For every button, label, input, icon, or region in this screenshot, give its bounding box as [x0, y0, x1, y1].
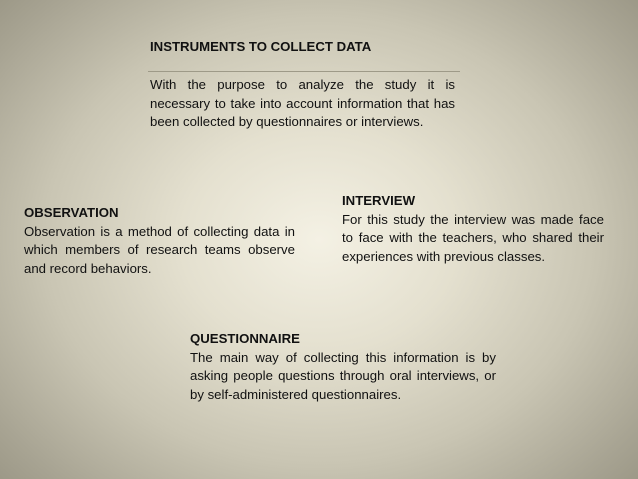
observation-text: Observation is a method of collecting data in which members of research teams observe and record behaviors. [24, 223, 295, 276]
interview-text: For this study the interview was made face to face with the teachers, who shared their experiences with previous classes. [342, 211, 604, 264]
questionnaire-text: The main way of collecting this information is by asking people questions through oral interviews, or by self-administered questionnaires. [190, 349, 496, 402]
interview-heading: INTERVIEW [342, 193, 416, 208]
title-divider [148, 71, 460, 72]
questionnaire-section [190, 330, 496, 404]
observation-heading: OBSERVATION [24, 205, 119, 220]
intro-paragraph: With the purpose to analyze the study it is necessary to take into account information that has been collected by questionnaires or interviews. [150, 77, 455, 130]
slide-title: INSTRUMENTS TO COLLECT DATA [150, 39, 372, 54]
interview-section [342, 192, 604, 266]
questionnaire-heading: QUESTIONNAIRE [190, 331, 300, 346]
observation-section [24, 204, 295, 278]
